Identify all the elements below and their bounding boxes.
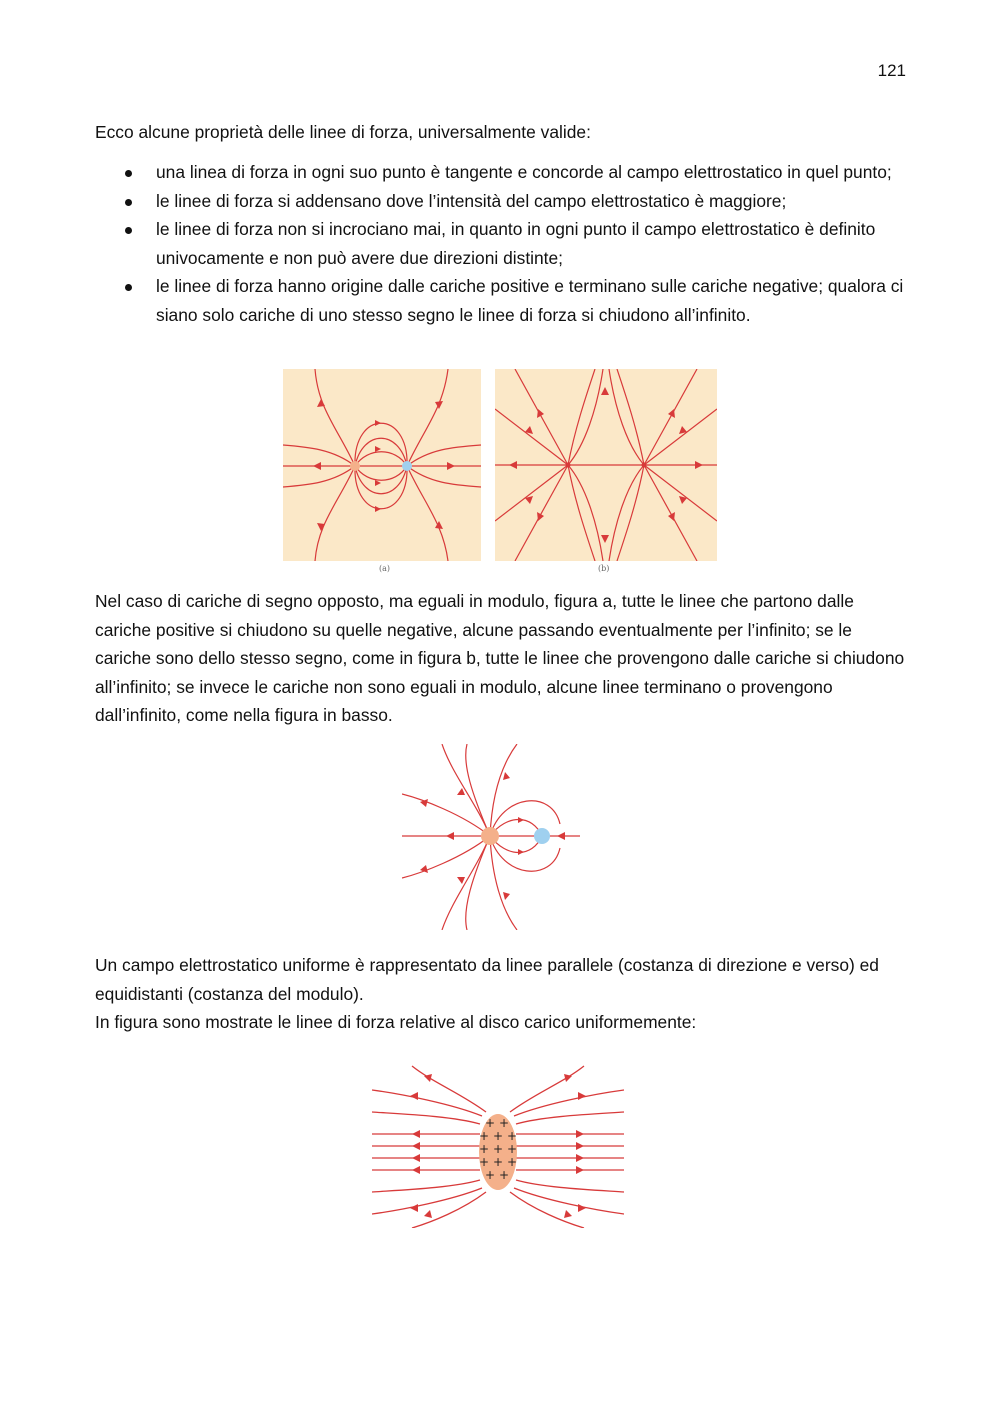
properties-list bbox=[95, 158, 910, 329]
list-item bbox=[95, 215, 910, 272]
charged-disk-field-lines-icon bbox=[372, 1064, 624, 1228]
svg-text:+: + bbox=[484, 1116, 496, 1130]
unequal-charges-field-lines-icon bbox=[402, 744, 580, 930]
figure-panel-a bbox=[283, 369, 481, 561]
svg-text:+: + bbox=[478, 1155, 490, 1169]
list-item-text: una linea di forza in ogni suo punto è tangente e concorde al campo elettrostatico in quel punto; bbox=[156, 162, 892, 182]
figure-panel-b bbox=[495, 369, 717, 561]
list-item bbox=[95, 187, 910, 216]
figure-dipole-and-like-charges bbox=[283, 369, 717, 575]
figure-charged-disk bbox=[372, 1064, 624, 1228]
list-item-text: le linee di forza non si incrociano mai, in quanto in ogni punto il campo elettrostatico è definito univocamente e non può avere due direzioni distinte; bbox=[156, 219, 876, 268]
page-number: 121 bbox=[877, 61, 906, 80]
figure-unequal-charges bbox=[402, 744, 580, 930]
bullet-icon bbox=[125, 199, 132, 206]
list-item bbox=[95, 158, 910, 187]
bullet-icon bbox=[125, 170, 132, 177]
svg-text:+: + bbox=[492, 1129, 504, 1143]
svg-text:+: + bbox=[492, 1155, 504, 1169]
intro-paragraph: Ecco alcune proprietà delle linee di forza, universalmente valide: bbox=[95, 122, 591, 142]
svg-text:+: + bbox=[506, 1155, 518, 1169]
uniform-field-paragraph bbox=[95, 951, 910, 1037]
list-item-text: le linee di forza hanno origine dalle cariche positive e terminano sulle cariche negative; qualora ci siano solo cariche di uno stesso segno le linee di forza si chiudono all’infinito. bbox=[156, 276, 904, 325]
dipole-field-lines-icon bbox=[283, 369, 481, 561]
svg-text:+: + bbox=[498, 1116, 510, 1130]
list-item bbox=[95, 272, 910, 329]
bullet-icon bbox=[125, 227, 132, 234]
svg-text:+: + bbox=[506, 1142, 518, 1156]
uniform-field-line-2: In figura sono mostrate le linee di forza relative al disco carico uniformemente: bbox=[95, 1012, 697, 1032]
svg-text:+: + bbox=[498, 1168, 510, 1182]
svg-text:+: + bbox=[506, 1129, 518, 1143]
list-item-text: le linee di forza si addensano dove l’intensità del campo elettrostatico è maggiore; bbox=[156, 190, 787, 211]
uniform-field-line-1: Un campo elettrostatico uniforme è rappresentato da linee parallele (costanza di direzione e verso) ed equidistanti (costanza del modulo). bbox=[95, 955, 879, 1004]
figure-caption-b: (b) bbox=[598, 564, 610, 573]
figure-caption-a: (a) bbox=[379, 564, 391, 573]
bullet-icon bbox=[125, 284, 132, 291]
svg-text:+: + bbox=[478, 1142, 490, 1156]
charges-cases-paragraph: Nel caso di cariche di segno opposto, ma eguali in modulo, figura a, tutte le linee che partono dalle cariche positive si chiudono su quelle negative, alcune passando eventualmente per l’infinito; se le cariche sono dello stesso segno, come in figura b, tutte le linee che provengono dalle cariche si chiudono all’infinito; se invece le cariche non sono eguali in modulo, alcune linee terminano o provengono dall’infinito, come nella figura in basso. bbox=[95, 591, 905, 725]
svg-text:+: + bbox=[478, 1129, 490, 1143]
like-charges-field-lines-icon bbox=[495, 369, 717, 561]
svg-text:+: + bbox=[484, 1168, 496, 1182]
svg-text:+: + bbox=[492, 1142, 504, 1156]
